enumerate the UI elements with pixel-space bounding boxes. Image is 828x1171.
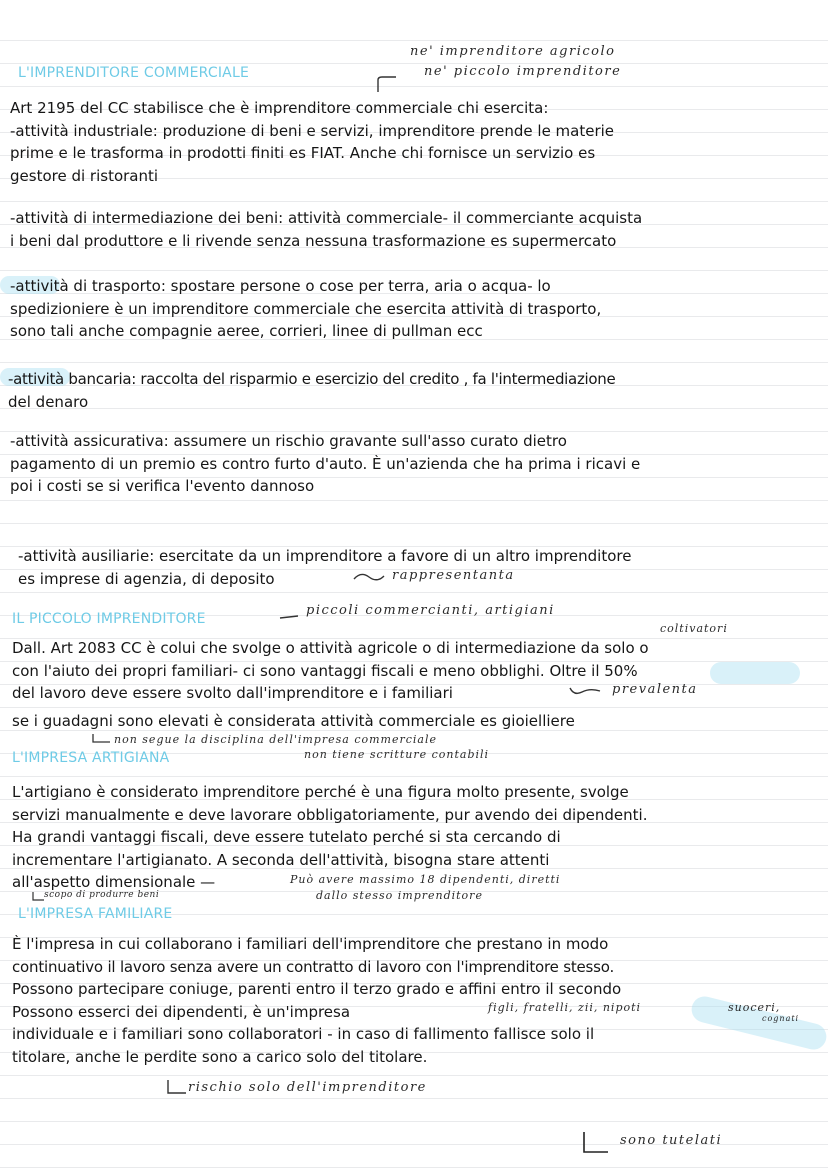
note-piccoli-commercianti: piccoli commercianti, artigiani bbox=[306, 603, 555, 618]
text-line: -attività bancaria: raccolta del risparmio e esercizio del credito , fa l'intermediazione bbox=[8, 370, 616, 388]
text-line: -attività ausiliarie: esercitate da un imprenditore a favore di un altro imprenditore bbox=[18, 547, 632, 565]
paragraph-guadagni bbox=[12, 710, 824, 733]
text-line: i beni dal produttore e li rivende senza nessuna trasformazione es supermercato bbox=[10, 231, 617, 250]
text-line: -attività assicurativa: assumere un rischio gravante sull'asso curato dietro bbox=[10, 432, 567, 450]
paragraph-assicurativa bbox=[10, 430, 822, 498]
text-line: spedizioniere è un imprenditore commerciale che esercita attività di trasporto, bbox=[10, 299, 602, 318]
note-non-segue: non segue la disciplina dell'impresa commerciale bbox=[114, 733, 437, 746]
text-line: pagamento di un premio es contro furto d'auto. È un'azienda che ha prima i ricavi e bbox=[10, 454, 641, 473]
note-tutelati: sono tutelati bbox=[620, 1133, 723, 1148]
text-line: titolare, anche le perdite sono a carico solo del titolare. bbox=[12, 1047, 428, 1066]
text-line: con l'aiuto dei propri familiari- ci sono vantaggi fiscali e meno obblighi. Oltre il 50% bbox=[12, 661, 638, 680]
note-imprenditore-agricolo: ne' imprenditore agricolo bbox=[410, 44, 616, 59]
paragraph-bancaria bbox=[8, 368, 828, 413]
note-rischio: rischio solo dell'imprenditore bbox=[188, 1080, 427, 1095]
text-line: Dall. Art 2083 CC è colui che svolge o attività agricole o di intermediazione da solo o bbox=[12, 639, 649, 657]
text-line: servizi manualmente e deve lavorare obbligatoriamente, pur avendo dei dipendenti. bbox=[12, 805, 648, 824]
text-line: individuale e i familiari sono collaboratori - in caso di fallimento fallisce solo il bbox=[12, 1025, 595, 1043]
paragraph-artigiano bbox=[12, 781, 824, 894]
text-line: del lavoro deve essere svolto dall'imprenditore e i familiari bbox=[12, 684, 453, 702]
text-line: incrementare l'artigianato. A seconda dell'attività, bisogna stare attenti bbox=[12, 850, 550, 869]
paragraph-ausiliarie bbox=[18, 545, 824, 590]
text-line: all'aspetto dimensionale — bbox=[12, 873, 216, 891]
dash-mark bbox=[278, 612, 300, 622]
text-line: poi i costi se si verifica l'evento dannoso bbox=[10, 477, 315, 495]
text-line: L'artigiano è considerato imprenditore perché è una figura molto presente, svolge bbox=[12, 783, 629, 801]
note-dallo-stesso: dallo stesso imprenditore bbox=[316, 889, 483, 902]
note-massimo-dipendenti: Può avere massimo 18 dipendenti, diretti bbox=[290, 873, 561, 886]
heading-impresa-artigiana: L'IMPRESA ARTIGIANA bbox=[12, 750, 170, 766]
text-line: -attività industriale: produzione di beni e servizi, imprenditore prende le materie bbox=[10, 121, 615, 140]
arrow-mark bbox=[90, 732, 112, 746]
note-rappresentanza: rappresentanta bbox=[392, 568, 515, 583]
text-line: se i guadagni sono elevati è considerata attività commerciale es gioielliere bbox=[12, 712, 575, 730]
bracket-mark bbox=[376, 74, 400, 94]
heading-piccolo-imprenditore: IL PICCOLO IMPRENDITORE bbox=[12, 611, 206, 627]
paragraph-impresa-familiare bbox=[12, 933, 824, 1068]
paragraph-art-2195 bbox=[10, 97, 822, 187]
note-coltivatori: coltivatori bbox=[660, 622, 728, 635]
text-line: gestore di ristoranti bbox=[10, 166, 159, 185]
paragraph-intermediazione bbox=[10, 207, 822, 252]
text-line: del denaro bbox=[8, 392, 89, 411]
text-line: Possono partecipare coniuge, parenti entro il terzo grado e affini entro il secondo bbox=[12, 980, 622, 998]
heading-impresa-familiare: L'IMPRESA FAMILIARE bbox=[18, 906, 173, 922]
note-non-tiene: non tiene scritture contabili bbox=[304, 748, 490, 761]
text-line: prime e le trasforma in prodotti finiti es FIAT. Anche chi fornisce un servizio es bbox=[10, 144, 596, 162]
arrow-mark bbox=[580, 1130, 610, 1156]
text-line: sono tali anche compagnie aeree, corrieri, linee di pullman ecc bbox=[10, 322, 483, 340]
note-suoceri: suoceri, bbox=[728, 1001, 781, 1014]
text-line: -attività di intermediazione dei beni: attività commerciale- il commerciante acquista bbox=[10, 209, 643, 227]
arrow-mark bbox=[164, 1078, 188, 1096]
note-scopo: scopo di produrre beni bbox=[44, 890, 160, 900]
text-line: Art 2195 del CC stabilisce che è imprenditore commerciale chi esercita: bbox=[10, 99, 549, 117]
note-figli-fratelli: figli, fratelli, zii, nipoti bbox=[488, 1001, 642, 1014]
note-cognati: cognati bbox=[762, 1014, 800, 1023]
heading-imprenditore-commerciale: L'IMPRENDITORE COMMERCIALE bbox=[18, 65, 250, 81]
text-line: -attività di trasporto: spostare persone o cose per terra, aria o acqua- lo bbox=[10, 277, 551, 295]
note-piccolo-imprenditore: ne' piccolo imprenditore bbox=[424, 64, 622, 79]
text-line: È l'impresa in cui collaborano i familiari dell'imprenditore che prestano in modo bbox=[12, 935, 609, 953]
text-line: Ha grandi vantaggi fiscali, deve essere tutelato perché si sta cercando di bbox=[12, 828, 561, 846]
paragraph-piccolo-imprenditore bbox=[12, 637, 824, 705]
text-line: continuativo il lavoro senza avere un contratto di lavoro con l'imprenditore stesso. bbox=[12, 957, 615, 976]
text-line: Possono esserci dei dipendenti, è un'impresa bbox=[12, 1002, 351, 1021]
text-line: es imprese di agenzia, di deposito bbox=[18, 569, 275, 588]
note-prevalenza: prevalenta bbox=[612, 682, 698, 697]
paragraph-trasporto bbox=[10, 275, 822, 343]
